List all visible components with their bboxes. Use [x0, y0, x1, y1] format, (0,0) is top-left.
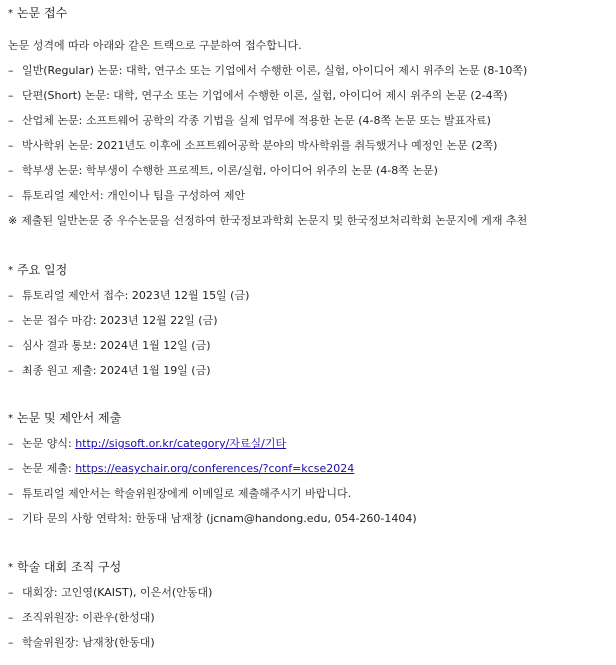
list-item — [8, 283, 608, 308]
dash-mark: – — [8, 611, 14, 624]
item-text: 심사 결과 통보: 2024년 1월 12일 (금) — [22, 339, 211, 352]
item-text: 대회장: 고인영(KAIST), 이은서(안동대) — [22, 586, 213, 599]
dash-mark: – — [8, 89, 14, 102]
bullet-mark: * — [8, 8, 13, 19]
item-text: 단편(Short) 논문: 대학, 연구소 또는 기업에서 수행한 이론, 실험, 아이디어 제시 위주의 논문 (2-4쪽) — [22, 89, 508, 102]
dash-mark: – — [8, 364, 14, 377]
heading-text: 논문 접수 — [17, 6, 68, 20]
heading-text: 주요 일정 — [17, 263, 68, 277]
item-text: 논문 접수 마감: 2023년 12월 22일 (금) — [22, 314, 218, 327]
item-text: 조직위원장: 이관우(한성대) — [22, 611, 155, 624]
item-text: 학부생 논문: 학부생이 수행한 프로젝트, 이론/실험, 아이디어 위주의 논문 (4-8쪽 논문) — [22, 164, 438, 177]
list-item — [8, 308, 608, 333]
list-item — [8, 133, 608, 158]
section-paper-submission — [8, 3, 608, 233]
list-item — [8, 431, 608, 456]
dash-mark: – — [8, 189, 14, 202]
dash-mark: – — [8, 586, 14, 599]
list-item — [8, 83, 608, 108]
list-item — [8, 506, 608, 531]
list-item — [8, 580, 608, 605]
dash-mark: – — [8, 636, 14, 649]
note-text — [8, 208, 608, 233]
dash-mark: – — [8, 512, 14, 525]
item-text: 튜토리얼 제안서는 학술위원장에게 이메일로 제출해주시기 바랍니다. — [22, 487, 352, 500]
dash-mark: – — [8, 289, 14, 302]
dash-mark: – — [8, 139, 14, 152]
item-label: 논문 양식: — [22, 437, 76, 450]
bullet-mark: * — [8, 265, 13, 276]
easychair-submission-link[interactable]: https://easychair.org/conferences/?conf=kcse2024 — [75, 462, 355, 475]
dash-mark: – — [8, 314, 14, 327]
item-text: 튜토리얼 제안서: 개인이나 팀을 구성하여 제안 — [22, 189, 246, 202]
dash-mark: – — [8, 437, 14, 450]
list-item — [8, 630, 608, 655]
item-label: 논문 제출: — [22, 462, 76, 475]
dash-mark: – — [8, 339, 14, 352]
item-text: 박사학위 논문: 2021년도 이후에 소프트웨어공학 분야의 박사학위를 취득했거나 예정인 논문 (2쪽) — [22, 139, 498, 152]
section-schedule — [8, 260, 608, 383]
section-heading — [8, 557, 608, 577]
section-heading — [8, 260, 608, 280]
list-item — [8, 108, 608, 133]
list-item — [8, 605, 608, 630]
heading-text: 논문 및 제안서 제출 — [17, 411, 122, 425]
list-item — [8, 456, 608, 481]
section-heading — [8, 3, 608, 23]
list-item — [8, 158, 608, 183]
list-item — [8, 58, 608, 83]
list-item — [8, 481, 608, 506]
item-text: 최종 원고 제출: 2024년 1월 19일 (금) — [22, 364, 211, 377]
item-text: 튜토리얼 제안서 접수: 2023년 12월 15일 (금) — [22, 289, 250, 302]
item-text: 기타 문의 사항 연락처: 한동대 남재창 (jcnam@handong.edu, 054-260-1404) — [22, 512, 417, 525]
dash-mark: – — [8, 487, 14, 500]
section-organization — [8, 557, 608, 655]
dash-mark: – — [8, 462, 14, 475]
list-item — [8, 358, 608, 383]
intro-text: 논문 성격에 따라 아래와 같은 트랙으로 구분하여 접수합니다. — [8, 39, 302, 52]
paper-template-link[interactable]: http://sigsoft.or.kr/category/자료실/기타 — [75, 437, 287, 450]
dash-mark: – — [8, 114, 14, 127]
bullet-mark: * — [8, 562, 13, 573]
item-text: 일반(Regular) 논문: 대학, 연구소 또는 기업에서 수행한 이론, 실험, 아이디어 제시 위주의 논문 (8-10쪽) — [22, 64, 528, 77]
dash-mark: – — [8, 64, 14, 77]
note-mark: ※ — [8, 214, 18, 227]
bullet-mark: * — [8, 413, 13, 424]
item-text: 학술위원장: 남재창(한동대) — [22, 636, 155, 649]
list-item — [8, 333, 608, 358]
section-heading — [8, 408, 608, 428]
list-item — [8, 183, 608, 208]
heading-text: 학술 대회 조직 구성 — [17, 560, 122, 574]
note-body: 제출된 일반논문 중 우수논문을 선정하여 한국정보과학회 논문지 및 한국정보처리학회 논문지에 게재 추천 — [21, 214, 528, 227]
section-submission — [8, 408, 608, 531]
item-text: 산업체 논문: 소프트웨어 공학의 각종 기법을 실제 업무에 적용한 논문 (4-8쪽 논문 또는 발표자료) — [22, 114, 491, 127]
dash-mark: – — [8, 164, 14, 177]
